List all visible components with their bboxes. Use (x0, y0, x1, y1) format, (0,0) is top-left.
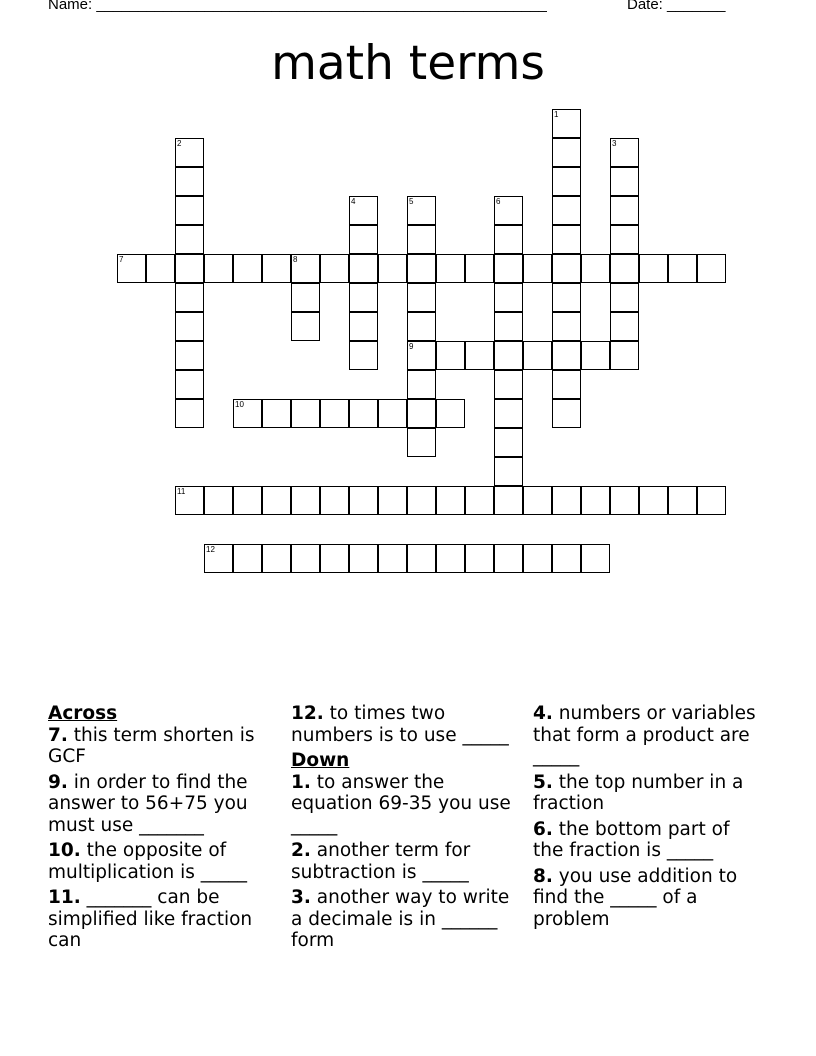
grid-cell[interactable] (523, 486, 552, 515)
grid-cell[interactable] (552, 341, 581, 370)
grid-cell[interactable] (552, 544, 581, 573)
grid-cell[interactable] (494, 370, 523, 399)
grid-cell[interactable] (552, 370, 581, 399)
grid-cell[interactable] (320, 486, 349, 515)
grid-cell[interactable] (494, 196, 523, 225)
clue-item-text: another way to write a decimale is in ______ form (291, 887, 510, 951)
clue-item-text: you use addition to find the _____ of a problem (533, 865, 738, 930)
grid-cell[interactable] (233, 254, 262, 283)
clue-item (291, 840, 523, 883)
clue-item (48, 725, 280, 768)
grid-cell[interactable] (204, 544, 233, 573)
grid-cell[interactable] (552, 312, 581, 341)
clue-item-number: 2. (291, 840, 311, 861)
clue-item-number: 5. (533, 771, 553, 793)
grid-cell[interactable] (407, 399, 436, 428)
grid-cell[interactable] (552, 399, 581, 428)
grid-cell[interactable] (697, 254, 726, 283)
clue-item-text: the opposite of multiplication is _____ (48, 840, 248, 883)
grid-cell[interactable] (146, 254, 175, 283)
grid-cell[interactable] (552, 138, 581, 167)
grid-cell[interactable] (494, 312, 523, 341)
clue-item-text: to answer the equation 69-35 you use _____ (291, 771, 511, 836)
clue-item (533, 703, 765, 768)
grid-cell[interactable] (494, 283, 523, 312)
grid-cell[interactable] (349, 196, 378, 225)
grid-cell[interactable] (175, 370, 204, 399)
clue-item-number: 9. (48, 771, 68, 793)
grid-cell[interactable] (175, 341, 204, 370)
clue-item-text: _______ can be simplified like fraction can (48, 887, 253, 951)
grid-cell[interactable] (320, 544, 349, 573)
grid-cell[interactable] (523, 254, 552, 283)
grid-cell[interactable] (291, 399, 320, 428)
grid-cell[interactable] (378, 486, 407, 515)
page-title: math terms (271, 36, 545, 91)
grid-cell[interactable] (552, 254, 581, 283)
grid-cell[interactable] (407, 341, 436, 370)
grid-cell[interactable] (291, 486, 320, 515)
grid-cell[interactable] (175, 486, 204, 515)
grid-cell[interactable] (610, 138, 639, 167)
grid-cell[interactable] (175, 254, 204, 283)
grid-cell[interactable] (349, 341, 378, 370)
grid-cell[interactable] (494, 341, 523, 370)
grid-cell[interactable] (320, 399, 349, 428)
clue-item (533, 772, 765, 815)
grid-cell[interactable] (494, 486, 523, 515)
name-field-label: Name: ______________________________________________________ (48, 0, 547, 13)
grid-cell[interactable] (581, 544, 610, 573)
grid-cell[interactable] (436, 544, 465, 573)
clue-item-text: in order to find the answer to 56+75 you must use _______ (48, 771, 248, 836)
grid-cell[interactable] (407, 544, 436, 573)
clue-item-number: 6. (533, 818, 553, 840)
clue-item (48, 887, 280, 952)
grid-cell[interactable] (610, 486, 639, 515)
grid-cell[interactable] (407, 312, 436, 341)
grid-cell[interactable] (668, 254, 697, 283)
clue-item-number: 1. (291, 771, 311, 793)
grid-cell[interactable] (175, 167, 204, 196)
clue-item-text: numbers or variables that form a product are _____ (533, 703, 756, 767)
grid-cell[interactable] (610, 312, 639, 341)
clue-number: 12 (206, 545, 215, 554)
grid-cell[interactable] (639, 486, 668, 515)
grid-cell[interactable] (117, 254, 146, 283)
clue-item (48, 840, 280, 883)
grid-cell[interactable] (436, 254, 465, 283)
clue-item-number: 4. (533, 703, 553, 724)
grid-cell[interactable] (610, 341, 639, 370)
clue-item (533, 819, 765, 862)
grid-cell[interactable] (610, 167, 639, 196)
grid-cell[interactable] (407, 225, 436, 254)
grid-cell[interactable] (175, 138, 204, 167)
down-heading: Down (291, 750, 350, 771)
grid-cell[interactable] (494, 399, 523, 428)
grid-cell[interactable] (262, 486, 291, 515)
grid-cell[interactable] (175, 225, 204, 254)
grid-cell[interactable] (349, 312, 378, 341)
grid-cell[interactable] (291, 312, 320, 341)
grid-cell[interactable] (581, 254, 610, 283)
grid-cell[interactable] (523, 341, 552, 370)
grid-cell[interactable] (291, 283, 320, 312)
grid-cell[interactable] (349, 225, 378, 254)
clue-item (291, 887, 523, 952)
grid-cell[interactable] (610, 225, 639, 254)
clue-item-text: the top number in a fraction (533, 771, 744, 814)
grid-cell[interactable] (494, 457, 523, 486)
grid-cell[interactable] (378, 399, 407, 428)
clue-item (291, 703, 523, 746)
grid-cell[interactable] (378, 254, 407, 283)
clue-column-3 (533, 703, 765, 934)
clue-item (48, 772, 280, 837)
clue-item-text: the bottom part of the fraction is _____ (533, 818, 730, 861)
clue-item-text: another term for subtraction is _____ (291, 840, 471, 883)
grid-cell[interactable] (175, 312, 204, 341)
grid-cell[interactable] (552, 486, 581, 515)
clue-number: 8 (293, 255, 298, 264)
clue-item-number: 10. (48, 840, 81, 861)
grid-cell[interactable] (320, 254, 349, 283)
grid-cell[interactable] (465, 486, 494, 515)
clue-number: 6 (496, 197, 501, 206)
grid-cell[interactable] (552, 225, 581, 254)
grid-cell[interactable] (349, 399, 378, 428)
clue-number: 11 (177, 487, 186, 496)
grid-cell[interactable] (291, 544, 320, 573)
clue-number: 9 (409, 342, 414, 351)
across-heading: Across (48, 703, 118, 724)
grid-cell[interactable] (349, 544, 378, 573)
grid-cell[interactable] (233, 544, 262, 573)
grid-cell[interactable] (436, 486, 465, 515)
grid-cell[interactable] (291, 254, 320, 283)
clue-number: 10 (235, 400, 244, 409)
clue-item-number: 7. (48, 724, 68, 746)
clue-number: 7 (119, 255, 124, 264)
grid-cell[interactable] (610, 254, 639, 283)
grid-cell[interactable] (494, 254, 523, 283)
grid-cell[interactable] (552, 196, 581, 225)
grid-cell[interactable] (262, 544, 291, 573)
grid-cell[interactable] (581, 486, 610, 515)
grid-cell[interactable] (465, 254, 494, 283)
grid-cell[interactable] (610, 196, 639, 225)
grid-cell[interactable] (349, 486, 378, 515)
clue-item-text: this term shorten is GCF (48, 724, 255, 767)
grid-cell[interactable] (407, 196, 436, 225)
grid-cell[interactable] (610, 283, 639, 312)
grid-cell[interactable] (349, 254, 378, 283)
grid-cell[interactable] (494, 544, 523, 573)
clue-item-text: to times two numbers is to use _____ (291, 703, 509, 746)
clue-item-number: 3. (291, 887, 311, 908)
grid-cell[interactable] (378, 544, 407, 573)
grid-cell[interactable] (465, 341, 494, 370)
clue-number: 2 (177, 139, 182, 148)
grid-cell[interactable] (407, 283, 436, 312)
grid-cell[interactable] (523, 544, 552, 573)
grid-cell[interactable] (407, 370, 436, 399)
clue-item (291, 772, 523, 837)
grid-cell[interactable] (494, 428, 523, 457)
date-field-label: Date: _______ (627, 0, 726, 13)
grid-cell[interactable] (581, 341, 610, 370)
grid-cell[interactable] (697, 486, 726, 515)
grid-cell[interactable] (436, 399, 465, 428)
clue-item-number: 11. (48, 887, 81, 908)
clue-item (533, 866, 765, 931)
grid-cell[interactable] (436, 341, 465, 370)
grid-cell[interactable] (233, 399, 262, 428)
grid-cell[interactable] (465, 544, 494, 573)
grid-cell[interactable] (262, 399, 291, 428)
grid-cell[interactable] (204, 254, 233, 283)
grid-cell[interactable] (407, 254, 436, 283)
grid-cell[interactable] (175, 196, 204, 225)
grid-cell[interactable] (668, 486, 697, 515)
grid-cell[interactable] (552, 109, 581, 138)
grid-cell[interactable] (175, 399, 204, 428)
grid-cell[interactable] (349, 283, 378, 312)
clue-number: 3 (612, 139, 617, 148)
clue-item-number: 8. (533, 865, 553, 887)
grid-cell[interactable] (552, 167, 581, 196)
grid-cell[interactable] (262, 254, 291, 283)
grid-cell[interactable] (639, 254, 668, 283)
clue-column-2 (291, 703, 523, 956)
grid-cell[interactable] (494, 225, 523, 254)
grid-cell[interactable] (233, 486, 262, 515)
grid-cell[interactable] (175, 283, 204, 312)
clue-number: 4 (351, 197, 356, 206)
clue-column-1 (48, 703, 280, 956)
grid-cell[interactable] (407, 428, 436, 457)
clue-number: 1 (554, 110, 559, 119)
grid-cell[interactable] (407, 486, 436, 515)
grid-cell[interactable] (204, 486, 233, 515)
grid-cell[interactable] (552, 283, 581, 312)
clue-number: 5 (409, 197, 414, 206)
clue-item-number: 12. (291, 703, 324, 724)
